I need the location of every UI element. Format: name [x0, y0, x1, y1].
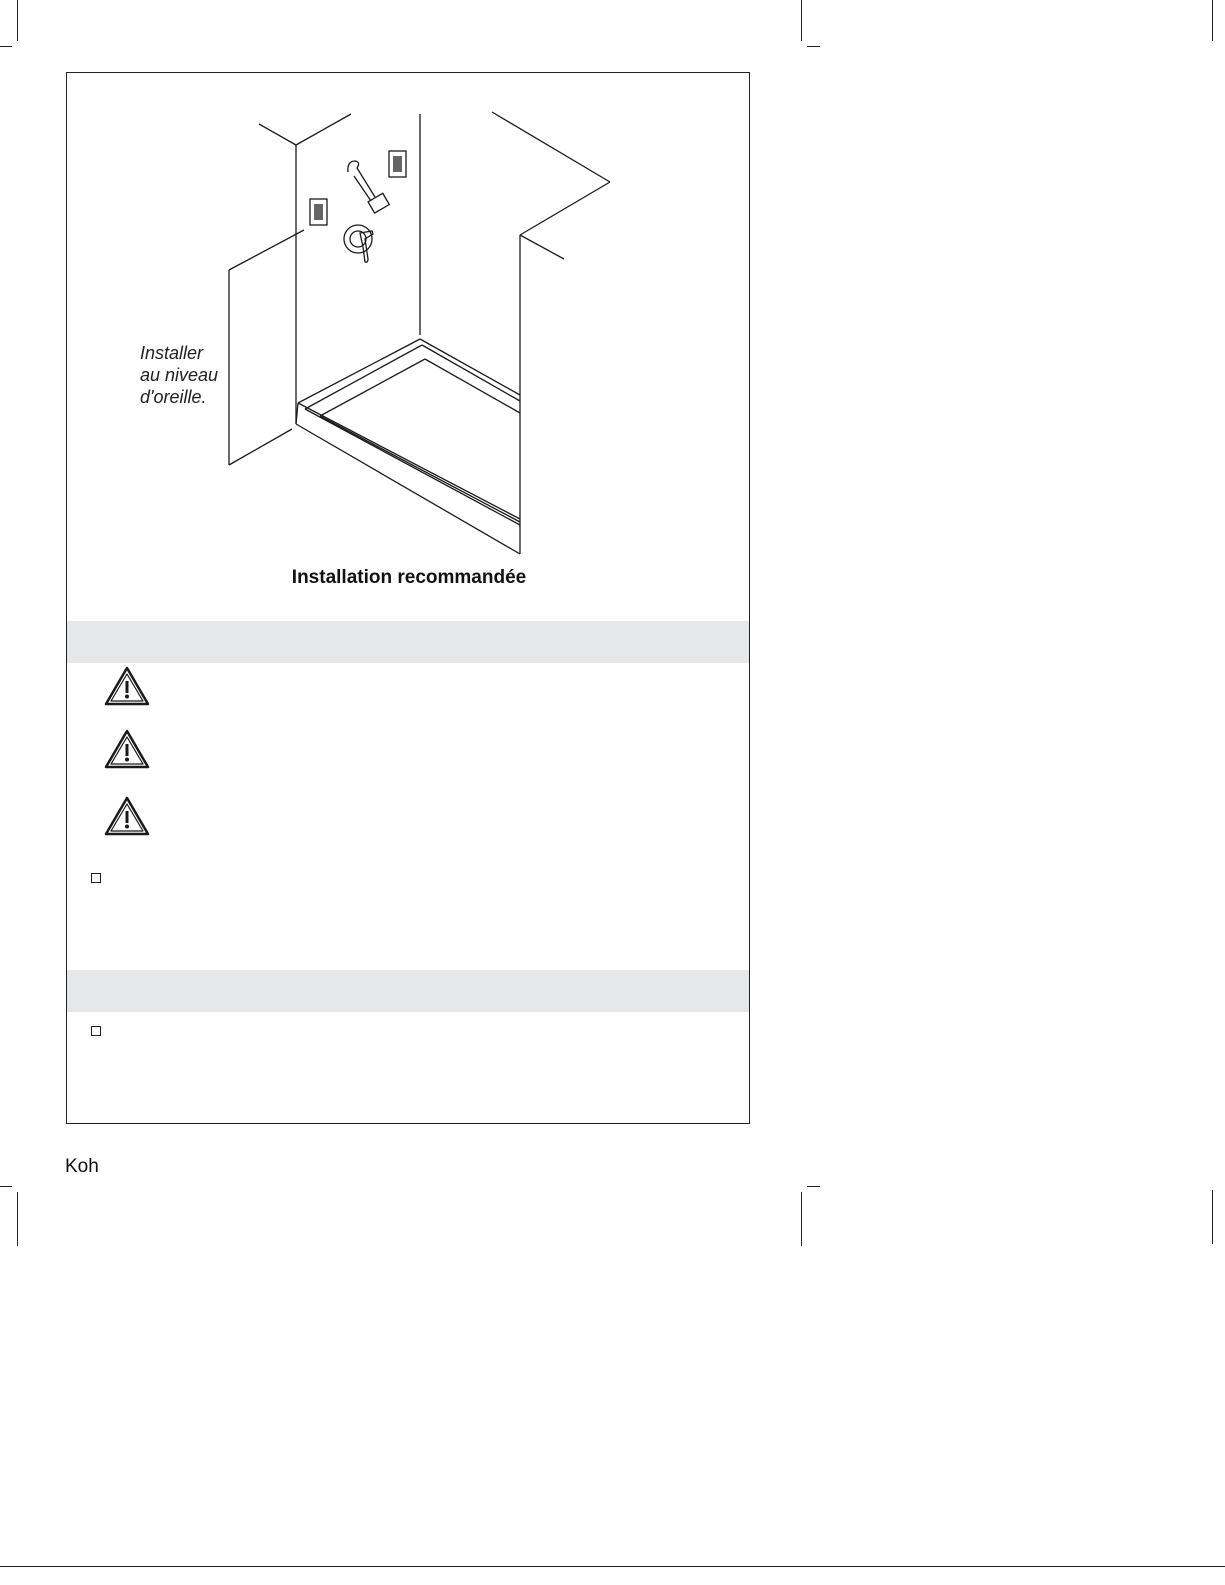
- figure-note-line: au niveau: [140, 365, 219, 385]
- content-frame: [66, 72, 750, 1124]
- page-bottom-rule: [0, 1566, 1225, 1567]
- crop-mark: [807, 1186, 820, 1187]
- figure-caption: Installation recommandée: [291, 567, 527, 588]
- figure-note-line: d'oreille.: [140, 387, 207, 407]
- checkbox-icon: [91, 873, 101, 883]
- shower-installation-illustration: [67, 73, 750, 603]
- crop-mark: [1212, 1190, 1213, 1244]
- crop-mark: [1212, 0, 1213, 41]
- checkbox-icon: [91, 1026, 101, 1036]
- section-header-band: [67, 621, 750, 663]
- crop-mark: [0, 46, 12, 47]
- crop-mark: [801, 1192, 802, 1246]
- crop-mark: [807, 46, 820, 47]
- footer-brand-text: Koh: [65, 1156, 99, 1177]
- crop-mark: [801, 0, 802, 41]
- crop-mark: [0, 1186, 12, 1187]
- figure-note-line: Installer: [140, 343, 204, 363]
- warning-triangle-icon: [103, 728, 151, 770]
- crop-mark: [17, 1192, 18, 1246]
- crop-mark: [17, 0, 18, 41]
- section-header-band: [67, 970, 750, 1012]
- warning-triangle-icon: [103, 795, 151, 837]
- warning-triangle-icon: [103, 665, 151, 707]
